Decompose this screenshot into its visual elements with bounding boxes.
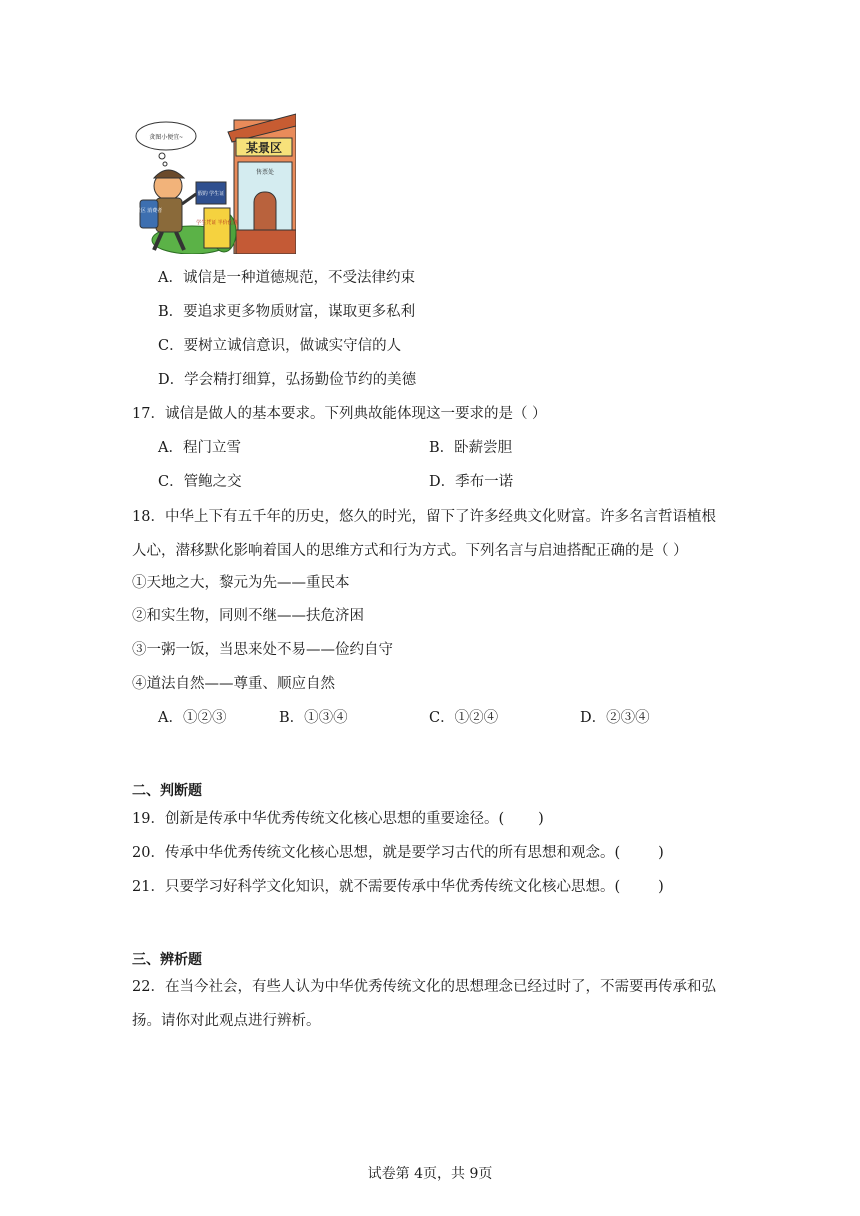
- q21-close-paren: ): [658, 879, 664, 895]
- q16-option-c[interactable]: C．要树立诚信意识，做诚实守信的人: [158, 338, 402, 354]
- q19-close-paren: ): [538, 811, 544, 827]
- section2-title: 二、判断题: [132, 783, 202, 799]
- q18-option-d[interactable]: D．②③④: [580, 710, 650, 726]
- q18-item-4: ④道法自然——尊重、顺应自然: [132, 676, 335, 692]
- q20[interactable]: [132, 843, 664, 863]
- q21[interactable]: [132, 877, 664, 897]
- discount-poster-text: 学生凭证 半价优惠: [196, 220, 238, 226]
- bag-text: 景区 消费者: [135, 208, 163, 214]
- thought-bubble-text: 贪图小便宜~: [149, 135, 183, 141]
- q18-option-c[interactable]: C．①②④: [429, 710, 499, 726]
- q18-item-1: ①天地之大，黎元为先——重民本: [132, 575, 350, 591]
- q16-option-d[interactable]: D．学会精打细算，弘扬勤俭节约的美德: [158, 372, 417, 388]
- q17-stem: 17．诚信是做人的基本要求。下列典故能体现这一要求的是（ ）: [132, 406, 547, 422]
- q22-line2: 扬。请你对此观点进行辨析。: [132, 1013, 321, 1029]
- q19[interactable]: [132, 809, 544, 829]
- q17-option-a[interactable]: A．程门立雪: [158, 440, 241, 456]
- q18-item-2: ②和实生物，同则不继——扶危济困: [132, 608, 364, 624]
- q16-option-b[interactable]: B．要追求更多物质财富，谋取更多私利: [158, 304, 416, 320]
- q21-text: 21．只要学习好科学文化知识，就不需要传承中华优秀传统文化核心思想。(: [132, 879, 621, 895]
- q20-text: 20．传承中华优秀传统文化核心思想，就是要学习古代的所有思想和观念。(: [132, 845, 621, 861]
- cartoon-illustration: [132, 112, 296, 254]
- q18-option-a[interactable]: A．①②③: [158, 710, 227, 726]
- ticket-window-label: 售票处: [255, 170, 275, 176]
- section3-title: 三、辨析题: [132, 952, 202, 968]
- page-footer: 试卷第 4页，共 9页: [367, 1166, 493, 1182]
- scenic-area-sign: 某景区: [245, 141, 283, 155]
- q20-close-paren: ): [658, 845, 664, 861]
- q17-option-d[interactable]: D．季布一诺: [429, 474, 514, 490]
- q17-option-c[interactable]: C．管鲍之交: [158, 474, 242, 490]
- q22-line1: 22．在当今社会，有些人认为中华优秀传统文化的思想理念已经过时了，不需要再传承和弘: [132, 979, 716, 995]
- q18-stem-line1: 18．中华上下有五千年的历史，悠久的时光，留下了许多经典文化财富。许多名言哲语植根: [132, 509, 716, 525]
- q18-stem-line2: 人心，潜移默化影响着国人的思维方式和行为方式。下列名言与启迪搭配正确的是（ ）: [132, 543, 688, 559]
- q16-option-a[interactable]: A．诚信是一种道德规范，不受法律约束: [158, 270, 415, 286]
- q17-option-b[interactable]: B．卧薪尝胆: [429, 440, 513, 456]
- q19-text: 19．创新是传承中华优秀传统文化核心思想的重要途径。(: [132, 811, 505, 827]
- q18-option-b[interactable]: B．①③④: [279, 710, 348, 726]
- fake-card-text: 假的 学生证: [197, 191, 225, 197]
- q18-item-3: ③一粥一饭，当思来处不易——俭约自守: [132, 642, 393, 658]
